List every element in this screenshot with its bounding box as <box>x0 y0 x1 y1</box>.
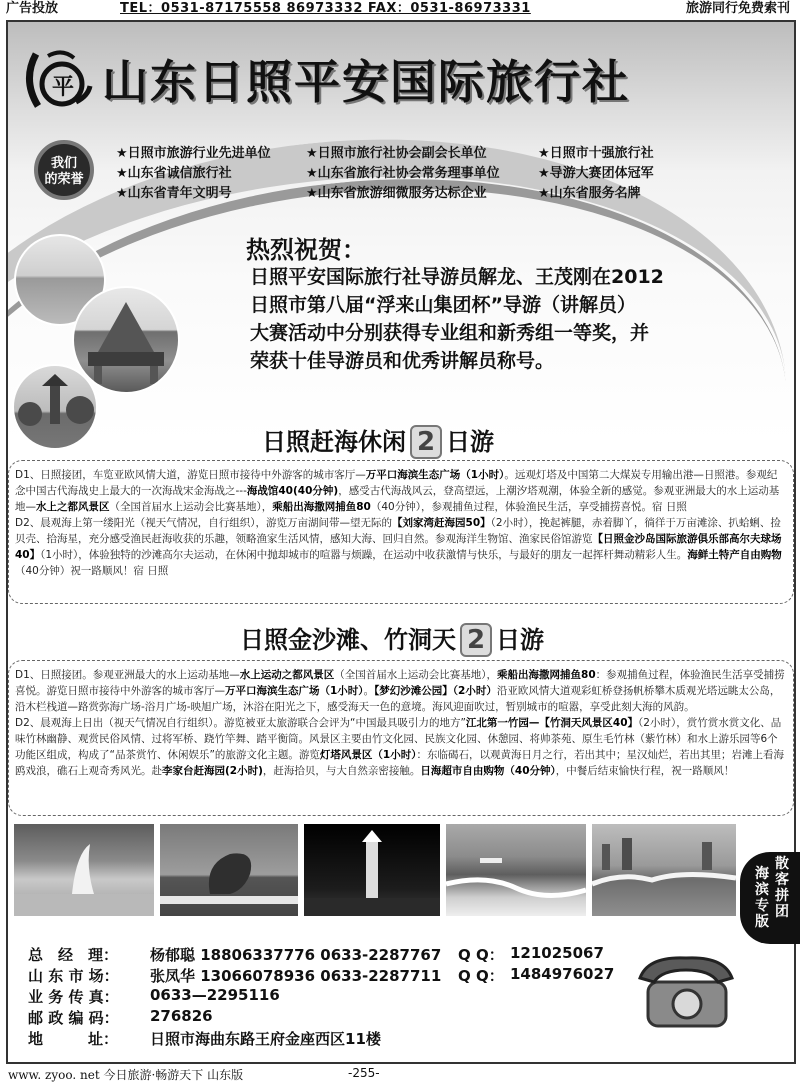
tour2-title-a: 日照金沙滩、竹洞天 <box>240 626 456 654</box>
photo-lighthouse <box>304 824 440 916</box>
side-tab-col1: 海滨专版 <box>755 866 769 930</box>
photo-beach <box>446 824 586 916</box>
tour1-itinerary <box>8 460 794 604</box>
market-label: 山 东 市 场： <box>28 967 119 985</box>
market-qq-value: 1484976027 <box>510 965 615 983</box>
market-value: 张凤华 13066078936 0633-2287711 <box>150 967 442 985</box>
tour2-itinerary <box>8 660 794 816</box>
badge-line-1: 我们 <box>50 156 77 171</box>
company-name: 山东日照平安国际旅行社 <box>102 55 630 109</box>
gm-label: 总 经 理： <box>28 946 119 964</box>
honor-item: ★山东省诚信旅行社 <box>116 166 232 181</box>
honor-item: ★山东省旅行社协会常务理事单位 <box>306 166 500 181</box>
fax-value: 0633—2295116 <box>150 986 280 1004</box>
side-tab <box>740 852 800 944</box>
tour1-day2: D2、晨观海上第一缕阳光（视天气情况，自行组织），游览万亩湖间带—望无际的【刘家湾赶海园50】（2小时），挽起裤腿，赤着脚丫，徜徉于万亩滩涂、扒蛤蜊、捡贝壳、拾海星，充分感受渔民赶海收获的乐趣，领略渔家生活风情，感知大海、回归自然。参观海洋生物馆、渔家民俗馆游览【日照金沙岛国际旅游俱乐部高尔夫球场40】（1小时），体验独特的沙滩高尔夫运动，在休闲中抛却城市的喧嚣与烦躁，在运动中收获激情与快乐，与最好的朋友一起挥杆舞动精彩人生。海鲜土特产自由购物（40分钟）祝一路顺风！宿 日照 <box>15 517 782 577</box>
gm-value: 杨郁聪 18806337776 0633-2287767 <box>150 946 442 964</box>
ad-contacts: TEL：0531-87175558 86973332 FAX：0531-86973331 <box>120 1 531 16</box>
tower-icon <box>14 366 96 448</box>
gm-qq-label: Q Q： <box>458 946 504 964</box>
pavilion-photo-circle <box>72 286 180 394</box>
photo-sculpture <box>160 824 298 916</box>
tour2-title <box>240 620 544 657</box>
photo-bridge <box>592 824 736 916</box>
honor-item: ★日照市十强旅行社 <box>538 146 654 161</box>
tour1-title <box>262 422 494 459</box>
page-footer <box>0 1064 800 1083</box>
address-label: 地 址： <box>28 1030 119 1048</box>
address-value: 日照市海曲东路王府金座西区11楼 <box>150 1030 381 1048</box>
pavilion-icon <box>74 288 178 392</box>
photo-waterfront <box>14 824 154 916</box>
gm-qq-value: 121025067 <box>510 944 604 962</box>
badge-line-2: 的荣誉 <box>44 172 84 187</box>
honors-badge <box>34 140 94 200</box>
tour2-days-badge: 2 <box>460 623 492 657</box>
honor-item: ★导游大赛团体冠军 <box>538 166 654 181</box>
company-logo <box>18 40 98 120</box>
tower-photo-circle <box>12 364 98 450</box>
sculpture-icon <box>160 824 298 916</box>
zip-value: 276826 <box>150 1007 213 1025</box>
free-request-label: 旅游同行免费索刊 <box>685 1 790 16</box>
lighthouse-icon <box>304 824 440 916</box>
market-qq-label: Q Q： <box>458 967 504 985</box>
congrats-line: 日照市第八届“浮来山集团杯”导游（讲解员） <box>250 294 636 316</box>
top-strip <box>0 0 800 18</box>
tour1-title-b: 日游 <box>446 428 494 456</box>
ad-label: 广告投放 <box>6 1 59 16</box>
tour1-title-a: 日照赶海休闲 <box>262 428 406 456</box>
honor-item: ★山东省青年文明号 <box>116 186 232 201</box>
congrats-line: 荣获十佳导游员和优秀讲解员称号。 <box>250 350 555 372</box>
honor-item: ★日照市旅行社协会副会长单位 <box>306 146 487 161</box>
footer-site: www. zyoo. net 今日旅游·畅游天下 山东版 <box>8 1068 244 1082</box>
congrats-line: 大赛活动中分别获得专业组和新秀组一等奖，并 <box>250 322 650 344</box>
honor-item: ★山东省旅游细微服务达标企业 <box>306 186 487 201</box>
logo-char: 平 <box>52 75 75 100</box>
wave-icon <box>446 824 586 916</box>
tour1-day1: D1、日照接团，车览亚欧风情大道，游览日照市接待中外游客的城市客厅—万平口海滨生态广场（1小时）。远观灯塔及中国第二大煤炭专用输出港—日照港。参观纪念中国古代海战史上最大的一次海战宋金海战之---海战馆40(40分钟)，感受古代海战风云，登高望远，上潮汐塔观潮，体验全新的感觉。参观亚洲最大的水上运动基地—水上之都风景区（全国首届水上运动会比赛基地），乘船出海撒网捕鱼80（40分钟），参观捕鱼过程，体验渔民生活，享受捕捞喜悦。宿 日照 <box>15 469 780 513</box>
congrats-line: 日照平安国际旅行社导游员解龙、王茂刚在2012 <box>250 266 664 288</box>
congrats-title: 热烈祝贺： <box>246 236 366 264</box>
sail-structure-icon <box>14 824 154 916</box>
telephone-icon <box>634 952 738 1032</box>
honor-item: ★山东省服务名牌 <box>538 186 641 201</box>
bridge-icon <box>592 824 736 916</box>
tour1-days-badge: 2 <box>410 425 442 459</box>
tour2-day1: D1、日照接团。参观亚洲最大的水上运动基地—水上运动之都风景区（全国首届水上运动会比赛基地），乘船出海撒网捕鱼80：参观捕鱼过程，体验渔民生活享受捕捞喜悦。游览日照市接待中外游客的城市客厅—万平口海滨生态广场（1小时）。【梦幻沙滩公园】（2小时）沿亚欧风情大道观彩虹桥登扬帆桥攀木质观光塔远眺太公岛，沿木栏栈道—路赏弥海广场-浴月广场-映旭广场，沐浴在阳光之下，感受海天一色的意境。海风迎面吹过，暂别城市的喧嚣，享受此刻大海的风韵。 <box>15 669 785 713</box>
tour2-title-b: 日游 <box>496 626 544 654</box>
side-tab-col2: 散客拼团 <box>775 856 789 920</box>
zip-label: 邮 政 编 码： <box>28 1009 119 1027</box>
page-number: -255- <box>348 1066 380 1080</box>
fax-label: 业 务 传 真： <box>28 988 119 1006</box>
honor-item: ★日照市旅游行业先进单位 <box>116 146 271 161</box>
tour2-day2: D2、晨观海上日出（视天气情况自行组织）。游览被亚太旅游联合会评为“中国最具吸引力的地方”江北第一竹园—【竹洞天风景区40】（2小时），赏竹赏水赏文化、品味竹林幽静、观赏民俗风情、过将军桥、跷竹竿舞、踏平衡筒。风景区主要由竹文化园、民族文化园、休憩园、将帅茶苑、原生毛竹林（紫竹林）和水上游乐园等6个功能区组成，构成了“品茶赏竹、休闲娱乐”的旅游文化主题。游览灯塔风景区（1小时）：东临碣石，以观黄海日月之行，若出其中；星汉灿烂，若出其里；岩滩上看海鸥戏浪，礁石上观奇秀风光。赴李家台赶海园(2小时)，赶海拾贝，与大自然亲密接触。日海超市自由购物（40分钟），中餐后结束愉快行程，祝一路顺风！ <box>15 717 784 777</box>
